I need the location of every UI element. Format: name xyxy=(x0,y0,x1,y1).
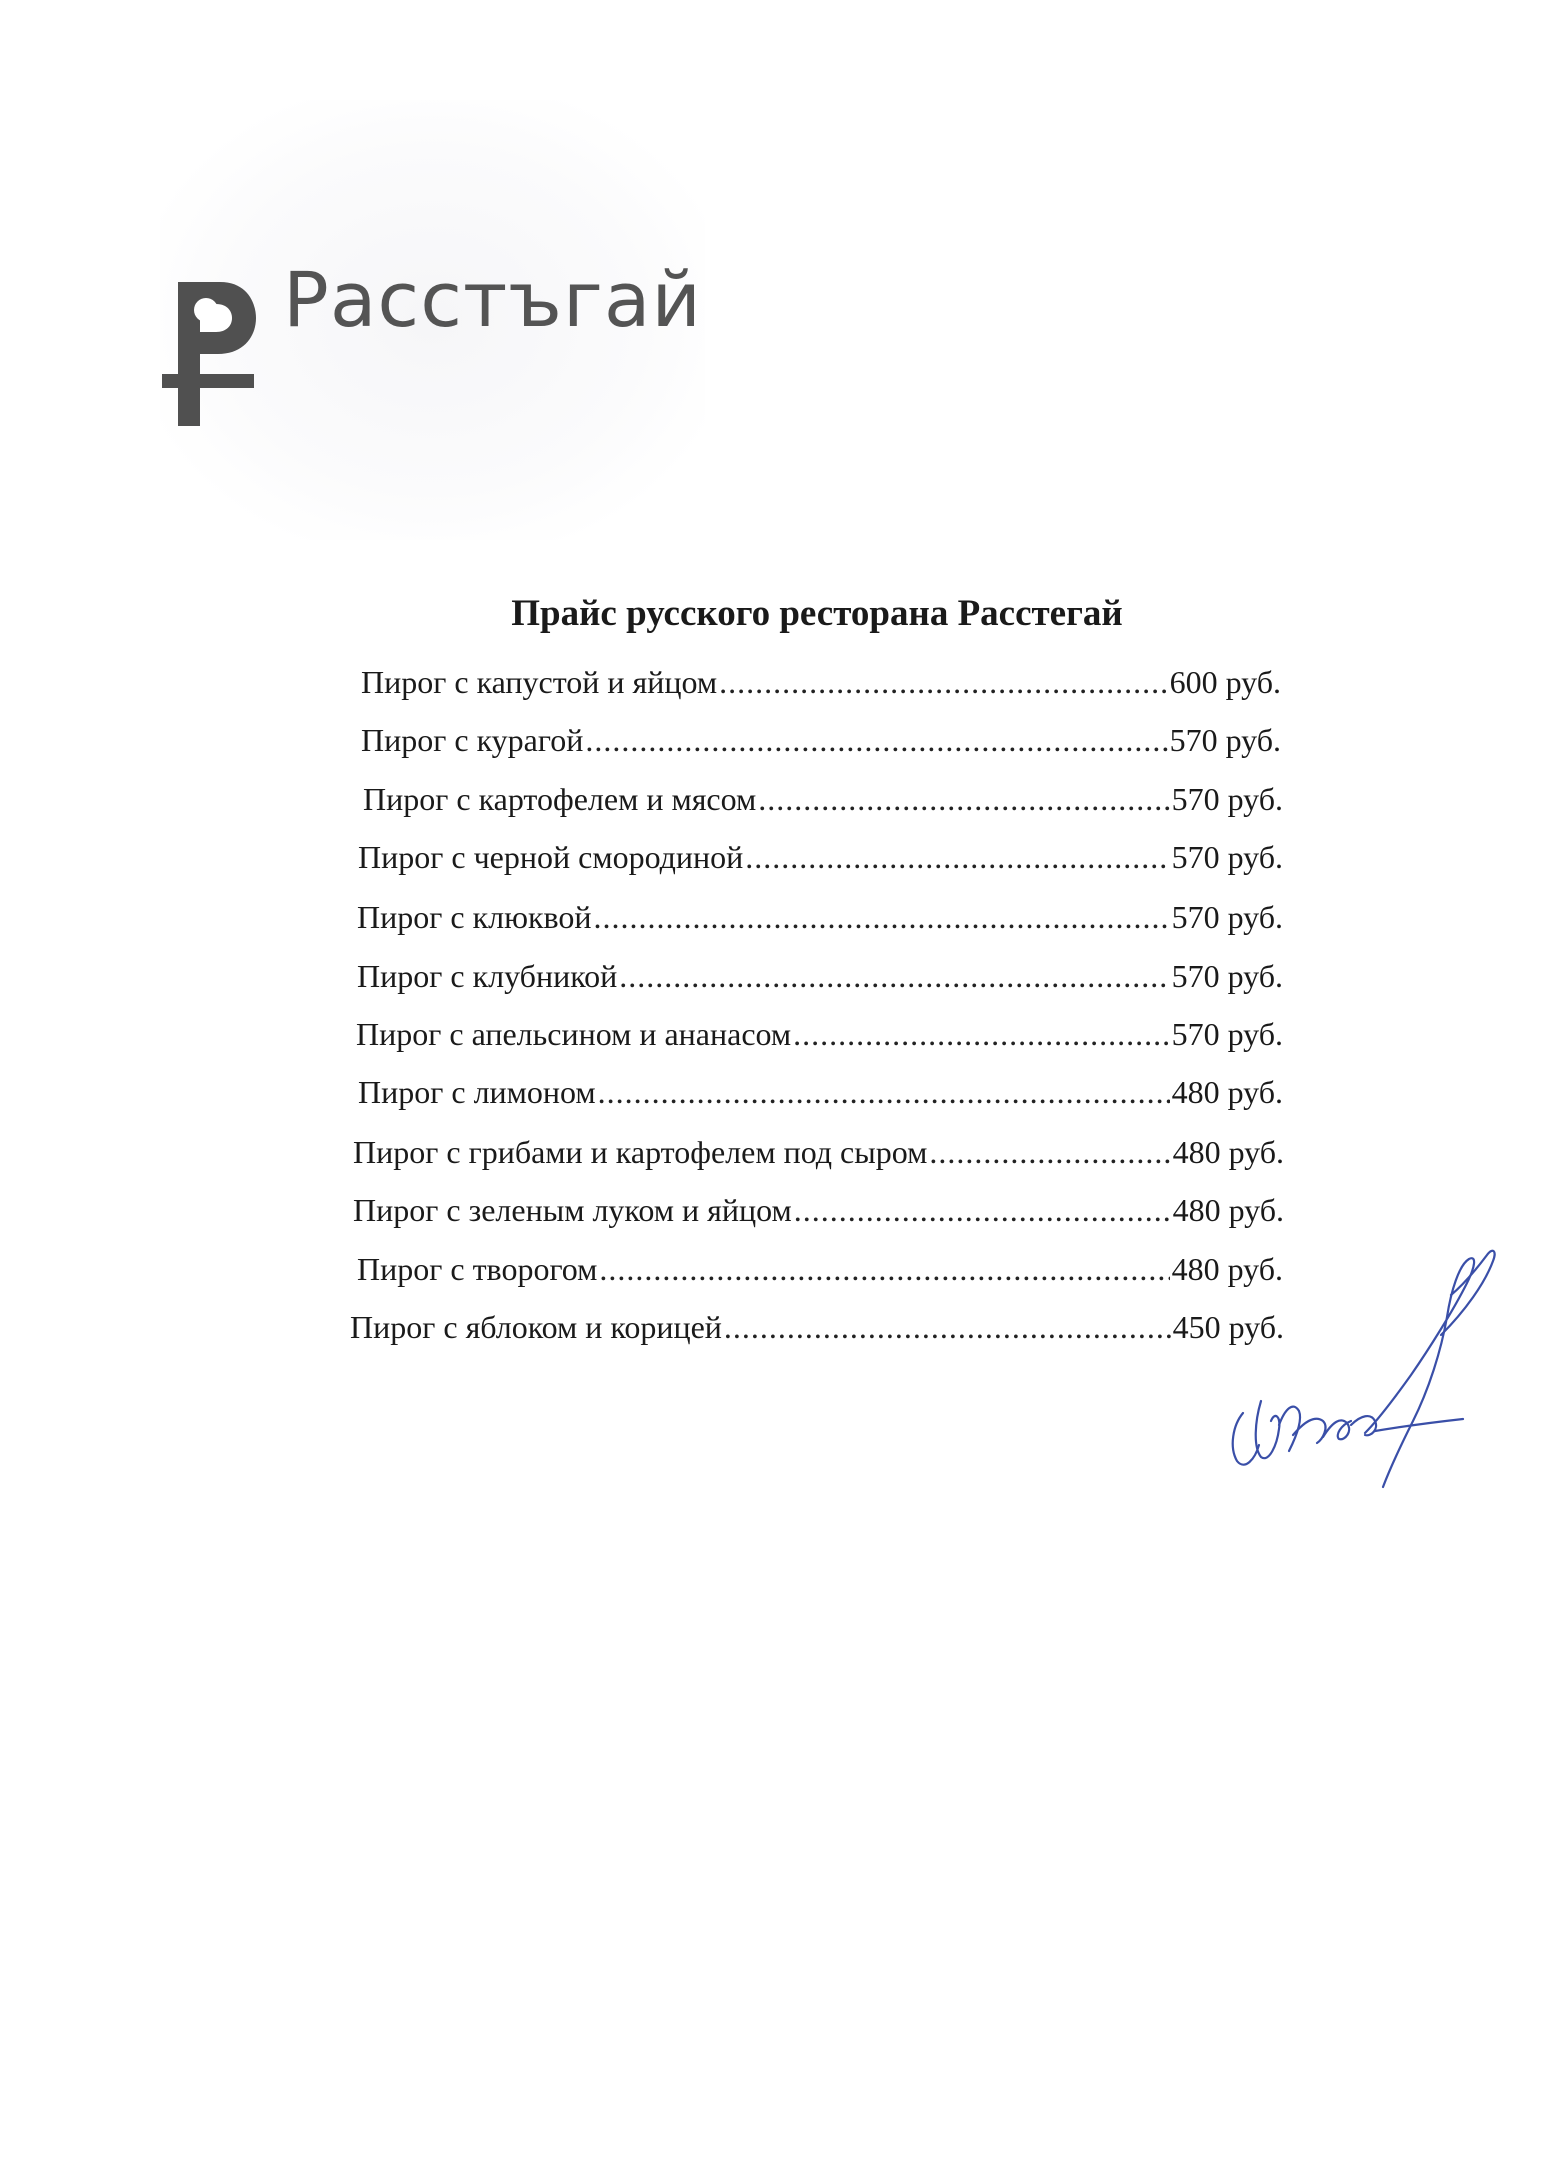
item-name: Пирог с капустой и яйцом xyxy=(361,664,718,700)
item-price: 570 руб. xyxy=(1171,958,1283,994)
page-title-text: Прайс русского ресторана Расстегай xyxy=(511,593,1123,634)
logo-text: Расстъгай xyxy=(283,255,702,344)
price-row xyxy=(356,1018,1283,1050)
item-name: Пирог с апельсином и ананасом xyxy=(356,1016,792,1052)
item-price: 570 руб. xyxy=(1171,899,1283,935)
leader-dots xyxy=(598,1076,1170,1108)
leader-dots xyxy=(585,724,1167,756)
item-name: Пирог с лимоном xyxy=(358,1074,596,1110)
item-name: Пирог с черной смородиной xyxy=(358,839,744,875)
leader-dots xyxy=(793,1018,1169,1050)
item-price: 480 руб. xyxy=(1172,1134,1284,1170)
leader-dots xyxy=(619,960,1169,992)
item-name: Пирог с клюквой xyxy=(357,899,592,935)
price-row xyxy=(350,1311,1284,1343)
leader-dots xyxy=(758,783,1169,815)
price-row xyxy=(361,724,1281,756)
price-row xyxy=(363,783,1283,815)
leader-dots xyxy=(929,1136,1170,1168)
item-price: 480 руб. xyxy=(1171,1251,1283,1287)
leader-dots xyxy=(724,1311,1171,1343)
item-price: 570 руб. xyxy=(1171,839,1283,875)
handwritten-signature-icon xyxy=(1215,1225,1515,1495)
item-name: Пирог с картофелем и мясом xyxy=(363,781,757,817)
price-row xyxy=(353,1136,1284,1168)
leader-dots xyxy=(794,1194,1171,1226)
item-price: 600 руб. xyxy=(1169,664,1281,700)
item-price: 480 руб. xyxy=(1172,1192,1284,1228)
price-row xyxy=(357,1253,1283,1285)
item-price: 450 руб. xyxy=(1172,1309,1284,1345)
price-row xyxy=(357,901,1283,933)
item-price: 570 руб. xyxy=(1169,722,1281,758)
item-name: Пирог с клубникой xyxy=(357,958,618,994)
item-name: Пирог с курагой xyxy=(361,722,584,758)
item-price: 480 руб. xyxy=(1171,1074,1283,1110)
item-name: Пирог с грибами и картофелем под сыром xyxy=(353,1134,928,1170)
price-row xyxy=(357,960,1283,992)
leader-dots xyxy=(745,841,1169,873)
item-price: 570 руб. xyxy=(1171,781,1283,817)
price-row xyxy=(353,1194,1284,1226)
item-name: Пирог с зеленым луком и яйцом xyxy=(353,1192,792,1228)
price-row xyxy=(358,1076,1283,1108)
leader-dots xyxy=(599,1253,1169,1285)
item-price: 570 руб. xyxy=(1171,1016,1283,1052)
leader-dots xyxy=(719,666,1167,698)
price-row xyxy=(361,666,1281,698)
price-row xyxy=(358,841,1283,873)
item-name: Пирог с яблоком и корицей xyxy=(350,1309,722,1345)
item-name: Пирог с творогом xyxy=(357,1251,598,1287)
leader-dots xyxy=(594,901,1170,933)
